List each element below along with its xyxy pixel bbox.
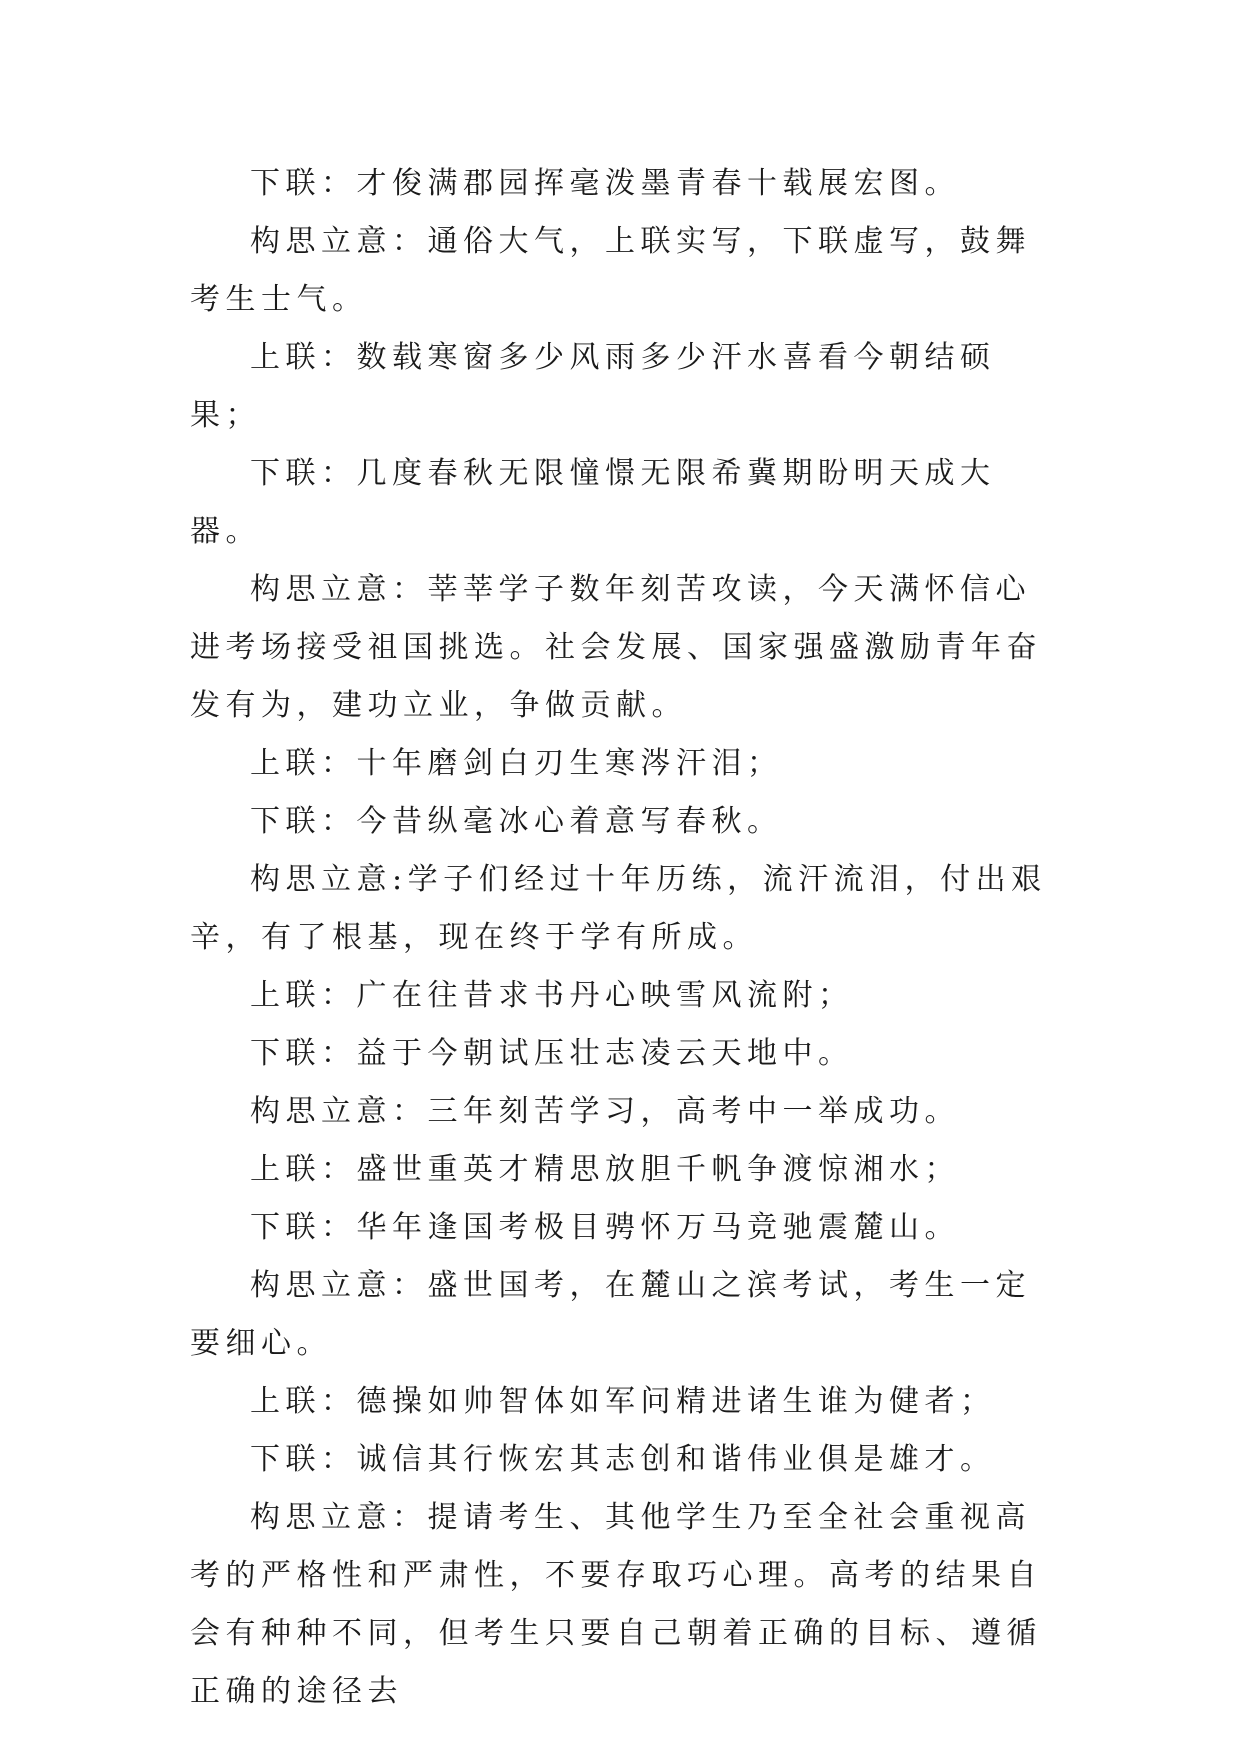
- paragraph: 下联：诚信其行恢宏其志创和谐伟业俱是雄才。: [250, 1442, 996, 1477]
- paragraph: 下联：益于今朝试压壮志凌云天地中。: [250, 1036, 854, 1071]
- paragraph: 构思立意：通俗大气，上联实写，下联虚写，鼓舞考生士气。: [190, 224, 1031, 317]
- paragraph: 上联：数载寒窗多少风雨多少汗水喜看今朝结硕果；: [190, 340, 996, 433]
- paragraph: 构思立意：提请考生、其他学生乃至全社会重视高考的严格性和严肃性，不要存取巧心理。高考的结果自会有种种不同，但考生只要自己朝着正确的目标、遵循正确的途径去: [190, 1500, 1042, 1709]
- paragraph: 上联：十年磨剑白刃生寒涔汗泪；: [250, 746, 783, 781]
- paragraph: 上联：广在往昔求书丹心映雪风流附；: [250, 978, 854, 1013]
- paragraph: 构思立意：莘莘学子数年刻苦攻读，今天满怀信心进考场接受祖国挑选。社会发展、国家强盛激励青年奋发有为，建功立业，争做贡献。: [190, 572, 1042, 723]
- document-body: [190, 155, 1060, 1721]
- paragraph: 下联：才俊满郡园挥毫泼墨青春十载展宏图。: [250, 166, 960, 201]
- paragraph: 构思立意：三年刻苦学习，高考中一举成功。: [250, 1094, 960, 1129]
- paragraph: 构思立意:学子们经过十年历练，流汗流泪，付出艰辛，有了根基，现在终于学有所成。: [190, 862, 1047, 955]
- paragraph: 上联：盛世重英才精思放胆千帆争渡惊湘水；: [250, 1152, 960, 1187]
- paragraph: 下联：今昔纵毫冰心着意写春秋。: [250, 804, 783, 839]
- paragraph: 下联：华年逢国考极目骋怀万马竞驰震麓山。: [250, 1210, 960, 1245]
- paragraph: 下联：几度春秋无限憧憬无限希冀期盼明天成大器。: [190, 456, 996, 549]
- paragraph: 上联：德操如帅智体如军问精进诸生谁为健者；: [250, 1384, 996, 1419]
- paragraph: 构思立意：盛世国考，在麓山之滨考试，考生一定要细心。: [190, 1268, 1031, 1361]
